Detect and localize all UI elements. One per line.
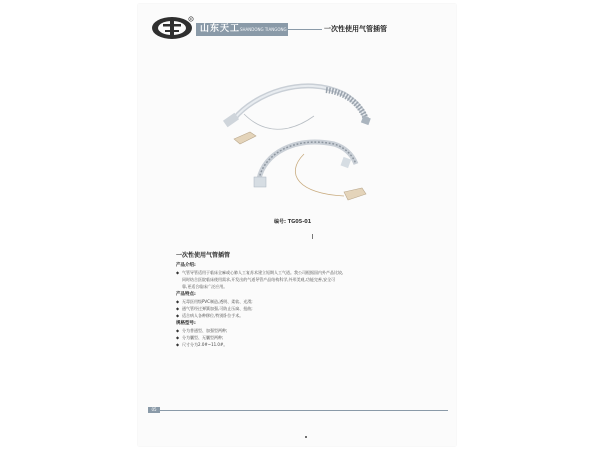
brand-bar <box>196 23 288 36</box>
feature-item: ◆ 适合病人各种移位,特别卧位手术。 <box>176 312 432 319</box>
model-code: 编号: TG05-01 <box>274 219 312 225</box>
tube-top <box>223 86 371 144</box>
page-header <box>150 15 444 41</box>
page-title: 一次性使用气管插管 <box>324 25 387 33</box>
intro-paragraph: ◆ 气管导管适用于临床全麻或心肺人工复苏术建立短期人工气道。我公司根据国内外产品比较, <box>176 269 432 276</box>
spec-item: ◆ 分为囊型、无囊型两种; <box>176 334 432 341</box>
page-number: 05 <box>148 407 160 413</box>
company-logo <box>150 15 196 41</box>
footer-rule <box>160 410 448 411</box>
tube-bottom <box>254 142 366 200</box>
feature-item: ◆ 无毒医用级PVC制造,透明、柔软、光滑; <box>176 298 432 305</box>
product-title: 一次性使用气管插管 <box>176 252 231 259</box>
header-rule <box>288 29 322 30</box>
svg-text:R: R <box>189 17 192 22</box>
product-description <box>176 252 432 348</box>
brand-name-cn: 山东天工 <box>200 24 241 34</box>
section-heading-intro: 产品介绍: <box>176 263 196 268</box>
feature-item: ◆ 通气管经过弹簧加强,可防止压扁、扭曲; <box>176 305 432 312</box>
print-dot <box>305 436 307 438</box>
section-heading-specs: 规格型号: <box>176 321 196 326</box>
product-photo <box>194 64 394 214</box>
spec-item: ◆ 分为普通型、加强型两种; <box>176 327 432 334</box>
catalog-page <box>138 4 456 446</box>
intro-paragraph-line: 靠,更适合临床广泛应用。 <box>182 284 228 289</box>
section-heading-features: 产品特点: <box>176 292 196 297</box>
spec-item: ◆ 尺寸分为2.0#~11.0#。 <box>176 341 432 348</box>
tick-mark <box>312 234 313 239</box>
intro-paragraph-line: 同时结合医院临床使用需求,开发出的气道导管产品结构科学,外形美观,功能完善,安全可 <box>182 277 336 282</box>
brand-name-en: SHANDONG TIANGONG <box>240 27 287 32</box>
